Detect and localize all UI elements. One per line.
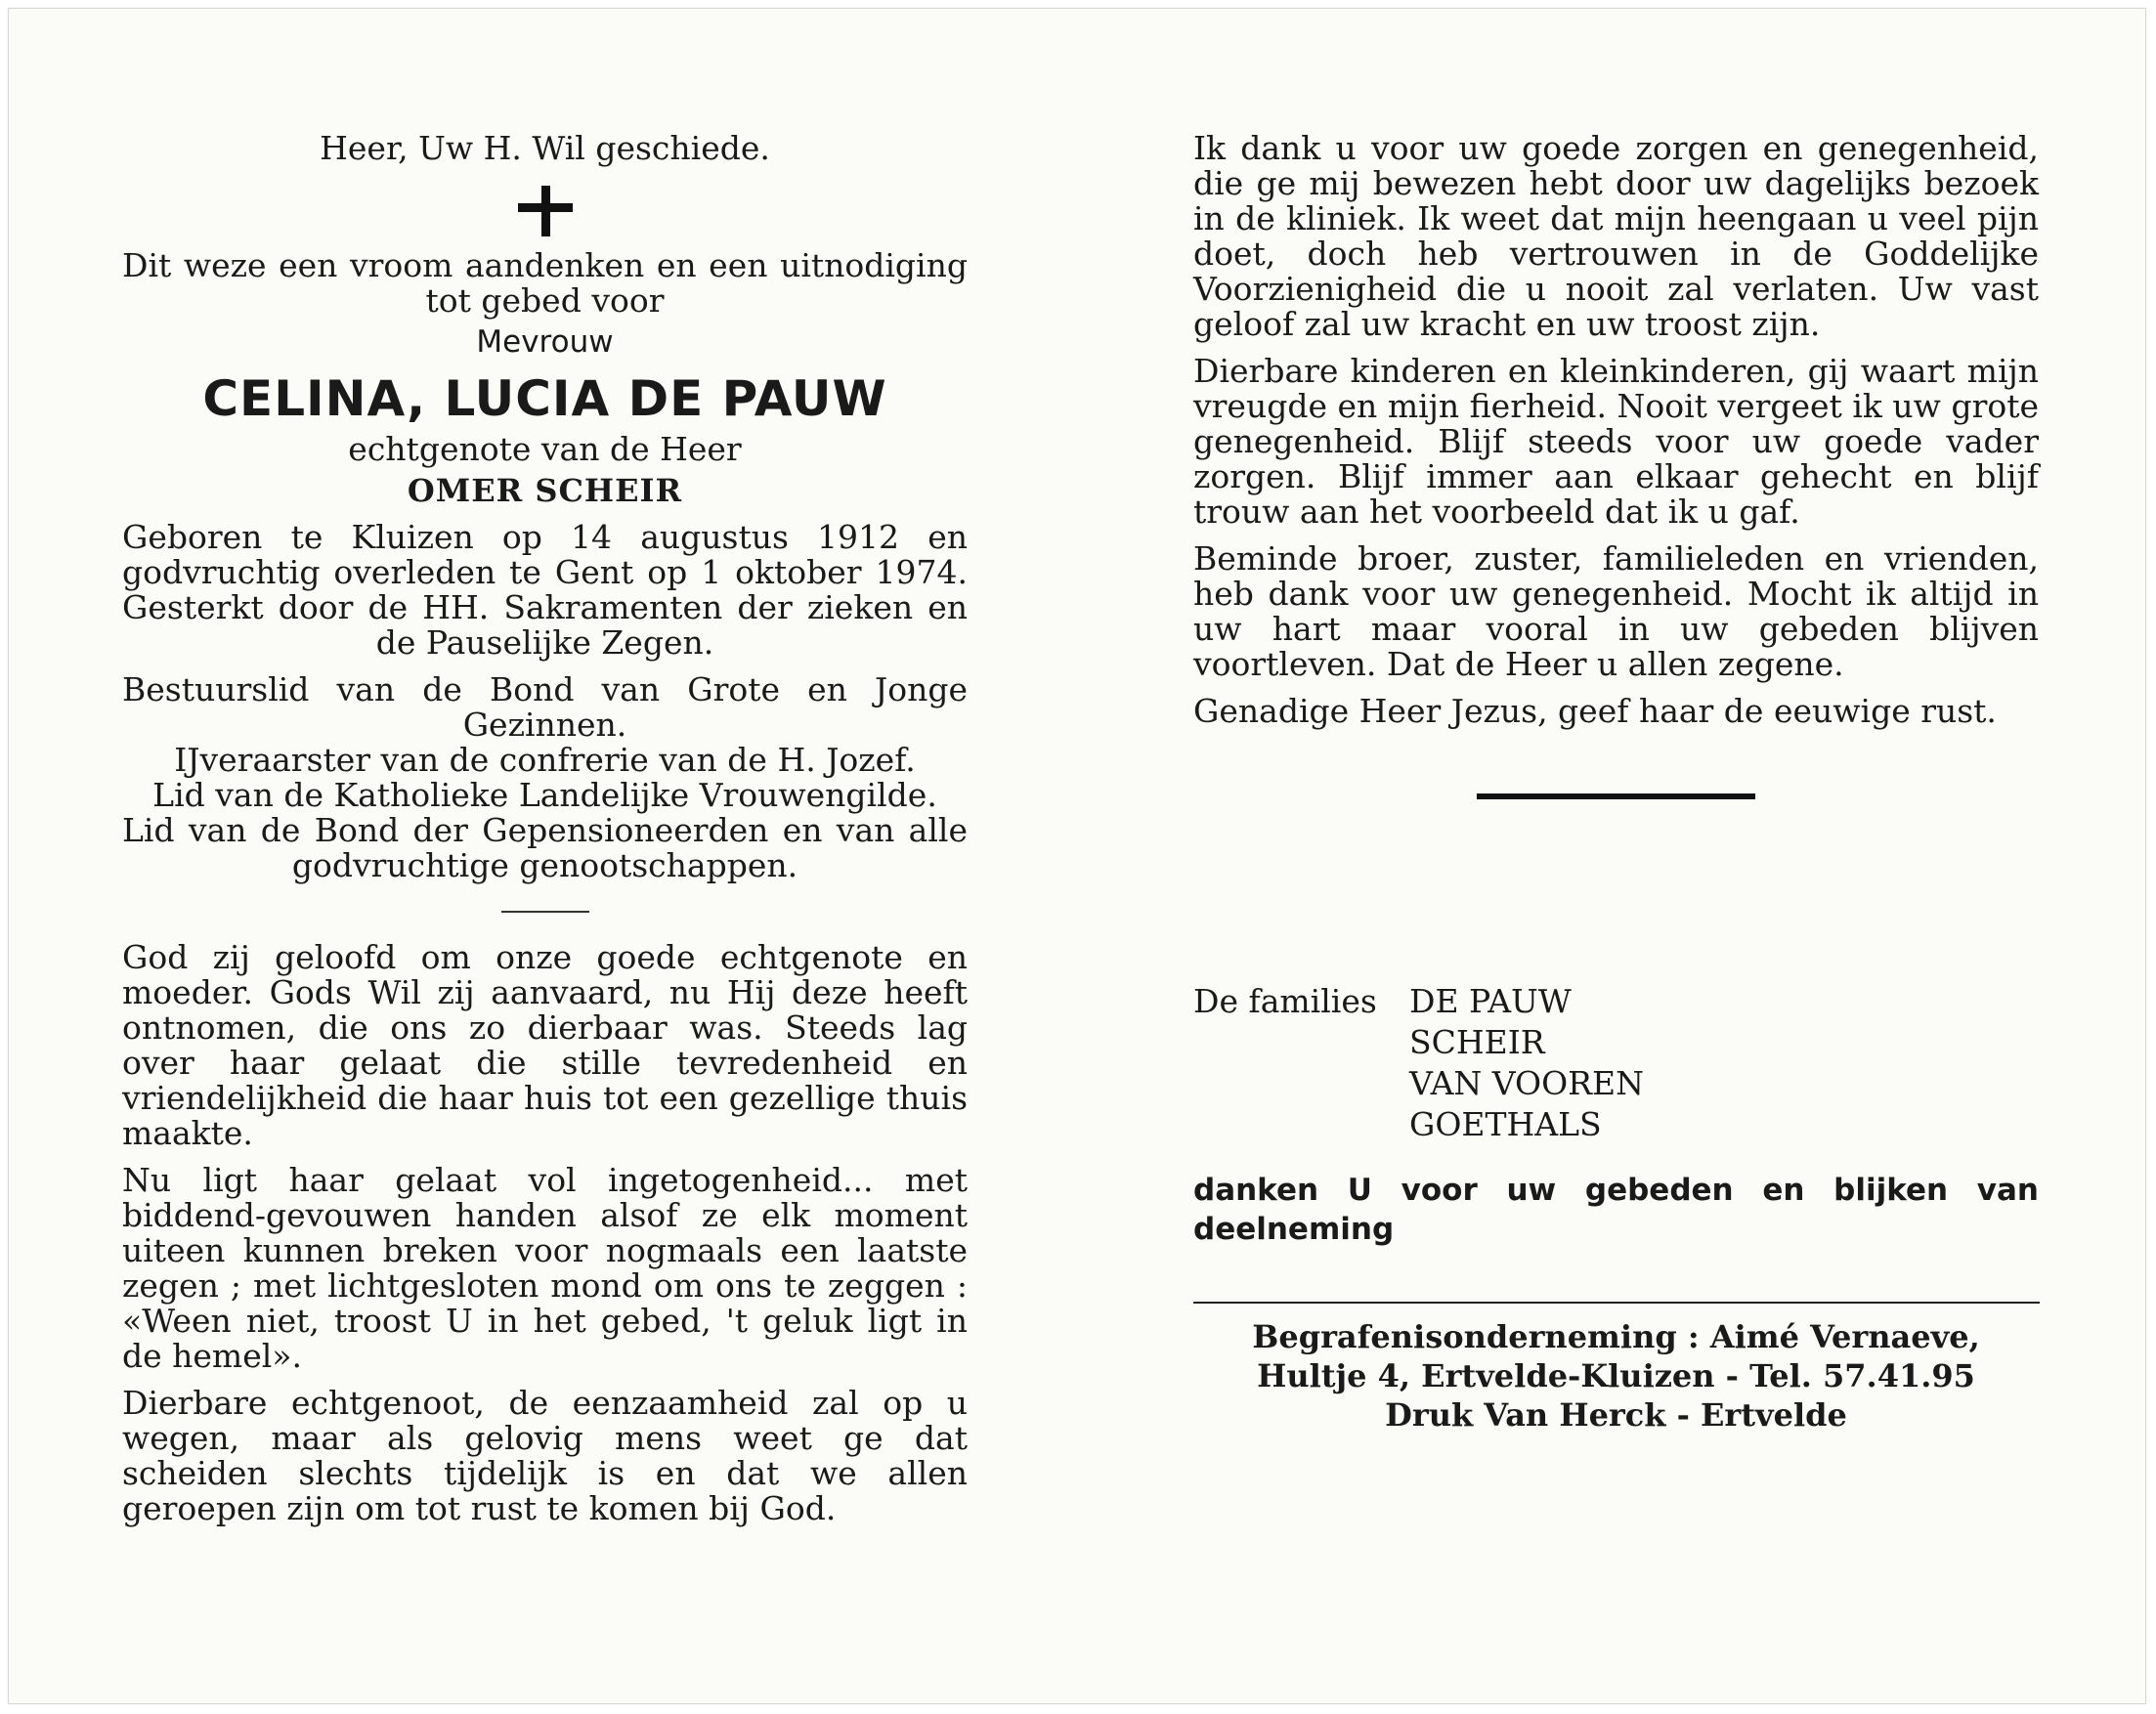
right-paragraph-3: Beminde broer, zuster, familieleden en vrienden, heb dank voor uw genegenheid. Mocht ik altijd in uw hart maar vooral in uw gebeden blijven voortleven. Dat de Heer u allen zegene. — [1193, 539, 2039, 683]
left-paragraph-2: Nu ligt haar gelaat vol ingetogenheid... met biddend-gevouwen handen alsof ze elk moment uiteen kunnen breken voor nogmaals een laatste zegen ; met lichtgesloten mond om ons te zeggen : «Ween niet, troost U in het gebed, 't geluk ligt in de hemel». — [122, 1161, 968, 1375]
printer-line: Druk Van Herck - Ertvelde — [1385, 1396, 1847, 1434]
prayer-line: Heer, Uw H. Wil geschiede. — [320, 129, 770, 167]
memorial-card — [8, 8, 2146, 1704]
family-name: DE PAUW — [1409, 982, 1572, 1020]
role-bond: Bestuurslid van de Bond van Grote en Jonge Gezinnen. — [122, 670, 968, 744]
left-column — [122, 131, 968, 1526]
thanks-text: danken U voor uw gebeden en blijken van deelneming — [1193, 1173, 2039, 1247]
role-gepensioneerden: Lid van de Bond der Gepensioneerden en van alle godvruchtige genootschappen. — [122, 811, 968, 884]
right-paragraph-4: Genadige Heer Jezus, geef haar de eeuwige rust. — [1193, 692, 1997, 730]
spouse-name: OMER SCHEIR — [407, 472, 683, 509]
footer-divider — [1193, 1302, 2040, 1304]
left-paragraph-1: God zij geloofd om onze goede echtgenote en moeder. Gods Wil zij aanvaard, nu Hij deze heeft ontnomen, die ons zo dierbaar was. Steeds lag over haar gelaat die stille tevredenheid en vriendelijkheid die haar huis tot een gezellige thuis maakte. — [122, 938, 968, 1152]
right-paragraph-1: Ik dank u voor uw goede zorgen en genegenheid, die ge mij bewezen hebt door uw dagelijks bezoek in de kliniek. Ik weet dat mijn heengaan u veel pijn doet, doch heb vertrouwen in de Goddelijke Voorzienigheid die u nooit zal verlaten. Uw vast geloof zal uw kracht en uw troost zijn. — [1193, 129, 2039, 343]
memorial-intro: Dit weze een vroom aandenken en een uitnodiging tot gebed voor — [122, 246, 968, 320]
spouse-intro: echtgenote van de Heer — [348, 430, 742, 468]
families-block — [1193, 981, 2039, 1145]
right-paragraph-2: Dierbare kinderen en kleinkinderen, gij waart mijn vreugde en mijn fierheid. Nooit vergeet ik uw grote genegenheid. Blijf steeds voor uw goede vader zorgen. Blijf immer aan elkaar gehecht en blijf trouw aan het voorbeeld dat ik u gaf. — [1193, 352, 2039, 531]
family-name: SCHEIR — [1409, 1023, 1545, 1061]
birth-death-text: Geboren te Kluizen op 14 augustus 1912 en godvruchtig overleden te Gent op 1 oktober 1974. Gesterkt door de HH. Sakramenten der zieken en de Pauselijke Zegen. — [122, 518, 968, 662]
thick-divider — [1477, 793, 1755, 799]
deceased-name: CELINA, LUCIA DE PAUW — [202, 370, 887, 427]
family-name: GOETHALS — [1409, 1105, 1602, 1143]
title-mevrouw: Mevrouw — [476, 324, 614, 360]
families-intro: De families — [1193, 982, 1377, 1020]
role-vrouwengilde: Lid van de Katholieke Landelijke Vrouwengilde. — [152, 776, 937, 814]
family-name: VAN VOOREN — [1409, 1064, 1644, 1102]
role-confrerie: IJveraarster van de confrerie van de H. Jozef. — [174, 741, 916, 779]
undertaker-block — [1193, 1317, 2039, 1435]
divider — [501, 911, 589, 913]
cross-icon — [122, 180, 968, 242]
left-paragraph-3: Dierbare echtgenoot, de eenzaamheid zal op u wegen, maar als gelovig mens weet ge dat scheiden slechts tijdelijk is en dat we allen geroepen zijn om tot rust te komen bij God. — [122, 1384, 968, 1527]
undertaker-line-1: Begrafenisonderneming : Aimé Vernaeve, — [1252, 1318, 1980, 1355]
right-column — [1193, 131, 2039, 1435]
undertaker-line-2: Hultje 4, Ertvelde-Kluizen - Tel. 57.41.95 — [1257, 1357, 1975, 1394]
